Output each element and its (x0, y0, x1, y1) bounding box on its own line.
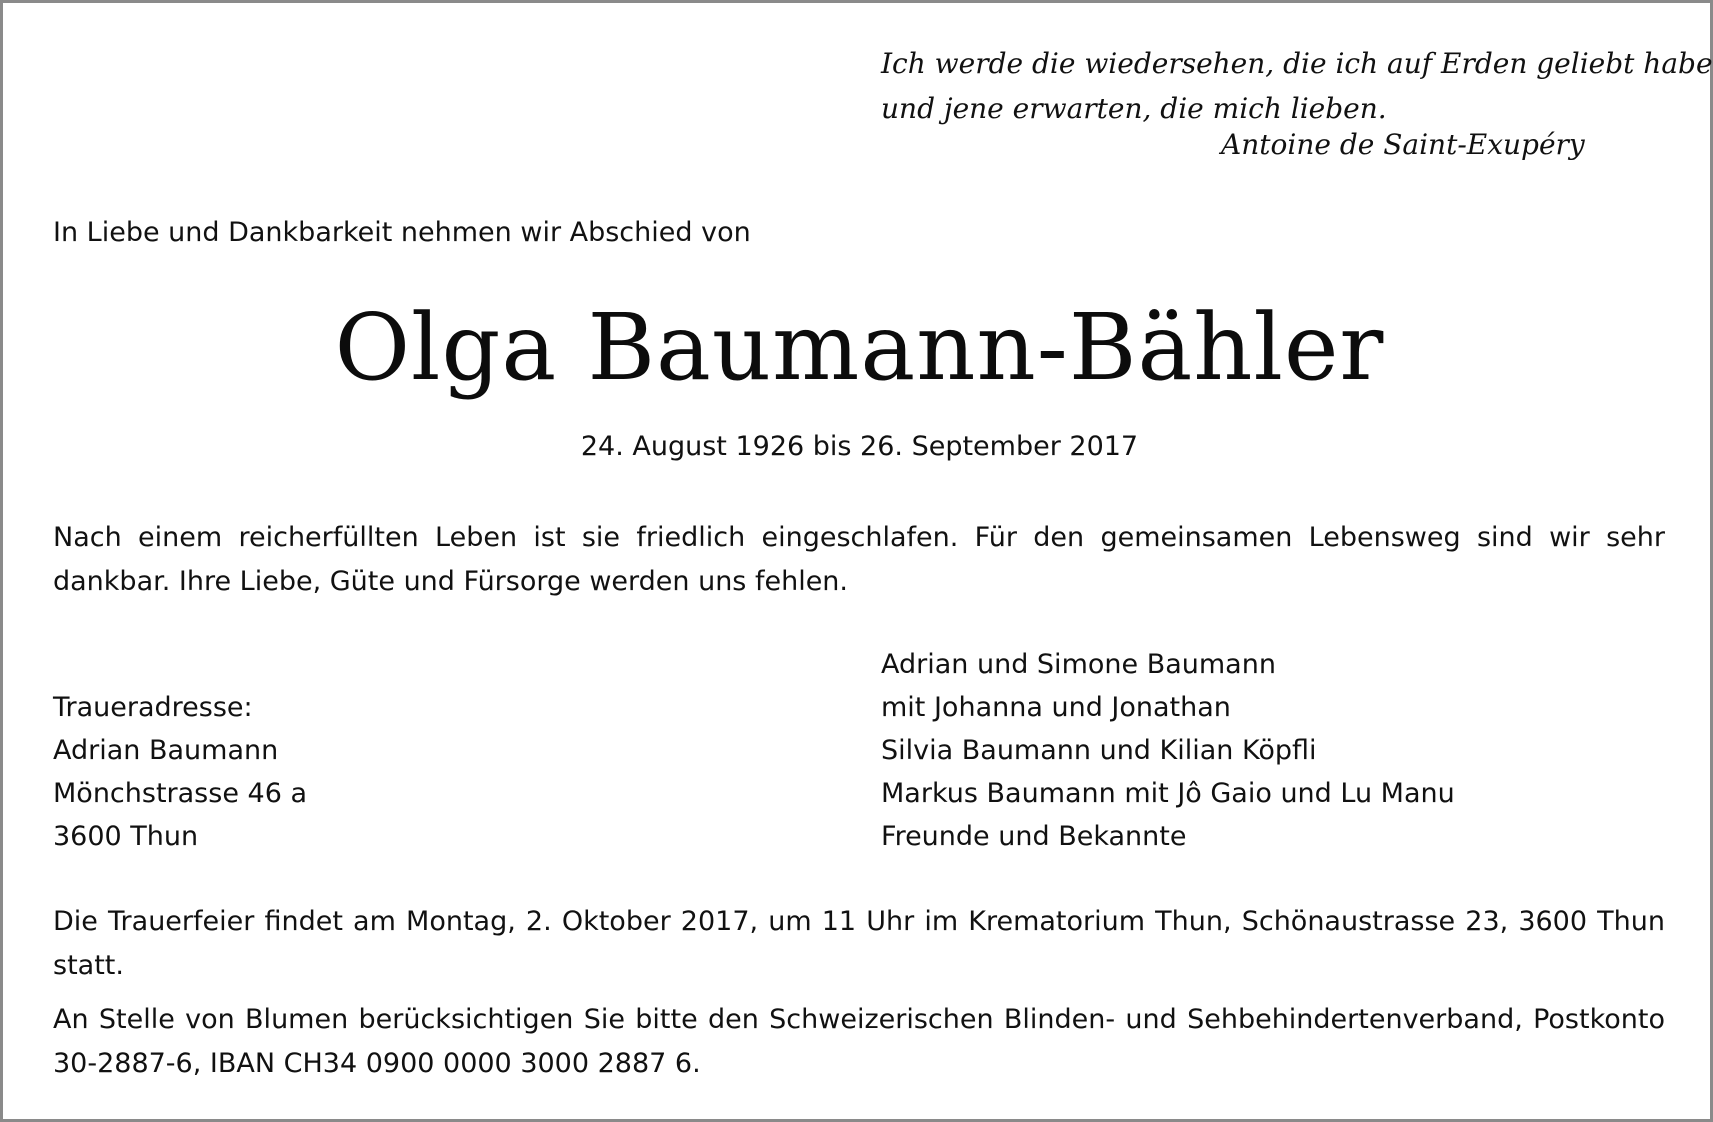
quote-author: Antoine de Saint-Exupéry (1221, 128, 1585, 161)
quote-line-1: Ich werde die wiedersehen, die ich auf Erden geliebt habe (881, 47, 1713, 80)
address-name: Adrian Baumann (53, 735, 279, 766)
deceased-name: Olga Baumann-Bähler (334, 294, 1385, 401)
family-member: Silvia Baumann und Kilian Köpfli (881, 735, 1317, 766)
mourning-address (53, 686, 307, 858)
intro-text: In Liebe und Dankbarkeit nehmen wir Abschied von (53, 217, 751, 248)
family-member: Markus Baumann mit Jô Gaio und Lu Manu (881, 778, 1455, 809)
address-heading: Traueradresse: (53, 692, 253, 723)
family-member: mit Johanna und Jonathan (881, 692, 1231, 723)
quote (881, 41, 1713, 131)
family-member: Freunde und Bekannte (881, 821, 1187, 852)
address-street: Mönchstrasse 46 a (53, 778, 307, 809)
life-dates: 24. August 1926 bis 26. September 2017 (580, 431, 1139, 462)
quote-line-2: und jene erwarten, die mich lieben. (881, 92, 1387, 125)
family-list (881, 643, 1455, 858)
donation-info: An Stelle von Blumen berücksichtigen Sie bitte den Schweizerischen Blinden- und Sehbehindertenverband, Postkonto 30-2887-6, IBAN CH34 0900 0000 3000 2887 6. (53, 1004, 1665, 1079)
family-member: Adrian und Simone Baumann (881, 649, 1276, 680)
body-text: Nach einem reicherfüllten Leben ist sie friedlich eingeschlafen. Für den gemeinsamen Lebensweg sind wir sehr dankbar. Ihre Liebe, Güte und Fürsorge werden uns fehlen. (53, 522, 1665, 597)
service-info: Die Trauerfeier findet am Montag, 2. Oktober 2017, um 11 Uhr im Krematorium Thun, Schönaustrasse 23, 3600 Thun statt. (53, 906, 1665, 981)
address-city: 3600 Thun (53, 821, 199, 852)
